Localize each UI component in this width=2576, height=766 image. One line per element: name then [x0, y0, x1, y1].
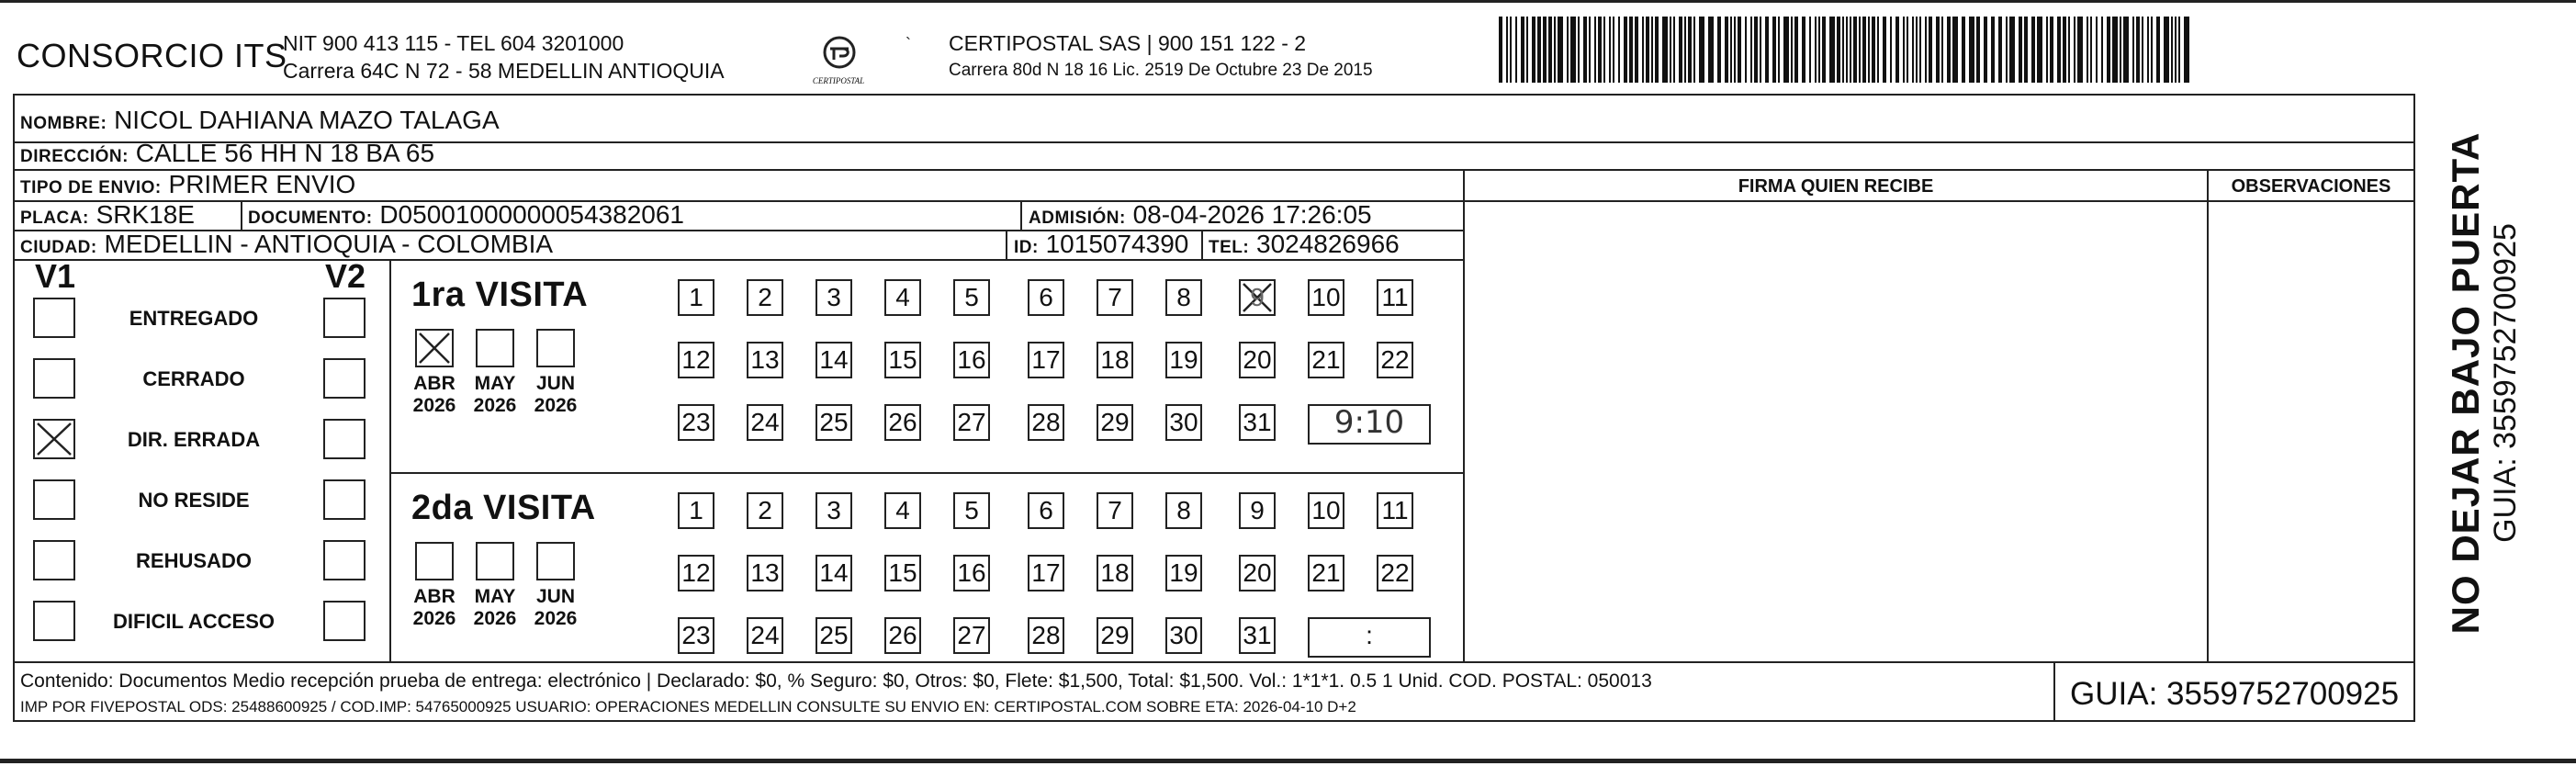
- day-box[interactable]: [1097, 555, 1133, 591]
- month-year: 2026: [534, 608, 578, 629]
- day-number: 27: [957, 408, 986, 436]
- day-box[interactable]: [678, 492, 714, 529]
- day-box[interactable]: [953, 555, 990, 591]
- day-number: 30: [1169, 621, 1198, 649]
- day-box[interactable]: [1097, 342, 1133, 378]
- barcode-icon: [1499, 17, 2190, 83]
- day-number: 29: [1100, 408, 1130, 436]
- day-box[interactable]: [1239, 342, 1276, 378]
- month-year: 2026: [473, 395, 517, 416]
- ciudad-value: MEDELLIN - ANTIOQUIA - COLOMBIA: [104, 230, 554, 258]
- day-box[interactable]: [747, 279, 783, 316]
- day-number: 12: [681, 345, 711, 374]
- day-box[interactable]: [884, 404, 921, 441]
- day-box[interactable]: [678, 617, 714, 654]
- status-label: CERRADO: [142, 367, 245, 390]
- day-box[interactable]: [678, 342, 714, 378]
- day-box[interactable]: [1028, 342, 1064, 378]
- month-label: [463, 373, 527, 417]
- day-number: 15: [888, 345, 917, 374]
- day-number: 26: [888, 621, 917, 649]
- certipostal-logo-icon: [813, 32, 866, 76]
- day-box[interactable]: [747, 617, 783, 654]
- day-number: 3: [827, 496, 841, 524]
- company-nit: NIT 900 413 115 - TEL 604 3201000: [283, 31, 624, 55]
- nombre-value: NICOL DAHIANA MAZO TALAGA: [114, 106, 500, 134]
- day-number: 4: [895, 283, 910, 311]
- status-label: DIFICIL ACCESO: [112, 610, 275, 633]
- v1-checkbox[interactable]: [33, 419, 75, 459]
- v1-checkbox[interactable]: [33, 298, 75, 338]
- x-mark-icon: [417, 331, 452, 366]
- month-year: 2026: [534, 395, 578, 416]
- visit-title: 1ra VISITA: [411, 276, 589, 314]
- month-label: [402, 586, 467, 630]
- imp-line: IMP POR FIVEPOSTAL ODS: 25488600925 / COD.IMP: 54765000925 USUARIO: OPERACIONES MEDELLIN CONSULTE SU ENVIO EN: CERTIPOSTAL.COM SOBRE ETA: 2026-04-10 D+2: [20, 698, 1356, 715]
- day-number: 31: [1243, 408, 1272, 436]
- day-box[interactable]: [953, 404, 990, 441]
- rule: [2207, 169, 2209, 661]
- day-number: 4: [895, 496, 910, 524]
- v1-header: V1: [35, 257, 76, 295]
- month-name: ABR: [413, 373, 456, 394]
- ciudad-label: CIUDAD:: [20, 238, 97, 257]
- day-box[interactable]: [1028, 555, 1064, 591]
- certipostal-info: [949, 29, 1373, 84]
- contenido-line: Contenido: Documentos Medio recepción prueba de entrega: electrónico | Declarado: $0, % Seguro: $0, Otros: $0, Flete: $1,500, Total: $1,500. Vol.: 1*1*1. 0.5 1 Unid. COD. POSTAL: 050013: [20, 670, 1652, 692]
- month-label: [402, 373, 467, 417]
- day-box[interactable]: [1165, 617, 1202, 654]
- day-number: 17: [1031, 345, 1061, 374]
- month-label: [463, 586, 527, 630]
- day-box[interactable]: [1377, 342, 1413, 378]
- day-box[interactable]: [953, 342, 990, 378]
- day-box[interactable]: [816, 617, 852, 654]
- day-number: 5: [964, 283, 979, 311]
- day-number: 14: [819, 345, 849, 374]
- day-box[interactable]: [1028, 279, 1064, 316]
- rule: [389, 472, 1463, 474]
- day-number: 1: [689, 496, 703, 524]
- day-number: 24: [750, 408, 780, 436]
- day-number: 10: [1311, 496, 1341, 524]
- day-number: 21: [1311, 345, 1341, 374]
- status-label: DIR. ERRADA: [127, 428, 261, 451]
- bottom-rule: [0, 759, 2576, 763]
- firma-header: FIRMA QUIEN RECIBE: [1738, 176, 1934, 197]
- day-box[interactable]: [1097, 404, 1133, 441]
- v1-checkbox[interactable]: [33, 601, 75, 641]
- day-number: 23: [681, 408, 711, 436]
- day-box[interactable]: [1028, 404, 1064, 441]
- day-box[interactable]: [953, 617, 990, 654]
- day-number: 20: [1243, 345, 1272, 374]
- certipostal-name: CERTIPOSTAL SAS | 900 151 122 - 2: [949, 31, 1307, 55]
- day-number: 6: [1039, 496, 1053, 524]
- status-label: ENTREGADO: [129, 307, 259, 330]
- v2-checkbox[interactable]: [323, 540, 366, 580]
- day-box[interactable]: [953, 492, 990, 529]
- day-box[interactable]: [816, 555, 852, 591]
- day-box[interactable]: [1165, 492, 1202, 529]
- day-box[interactable]: [678, 404, 714, 441]
- day-box[interactable]: [1028, 492, 1064, 529]
- month-year: 2026: [412, 608, 456, 629]
- time-value: 9:10: [1333, 404, 1405, 441]
- day-box[interactable]: [953, 279, 990, 316]
- day-number: 8: [1176, 283, 1191, 311]
- time-box[interactable]: [1308, 617, 1431, 658]
- rule: [241, 200, 242, 230]
- day-box[interactable]: [1239, 555, 1276, 591]
- documento-label: DOCUMENTO:: [248, 208, 373, 228]
- day-number: 7: [1108, 283, 1122, 311]
- day-number: 2: [758, 496, 772, 524]
- day-number: 14: [819, 558, 849, 587]
- placa-value: SRK18E: [96, 200, 195, 229]
- rule: [2053, 661, 2055, 722]
- day-box[interactable]: [1308, 279, 1344, 316]
- day-number: 22: [1380, 345, 1410, 374]
- month-name: ABR: [413, 586, 456, 607]
- day-box[interactable]: [816, 404, 852, 441]
- month-checkbox[interactable]: [476, 329, 514, 367]
- day-number: 20: [1243, 558, 1272, 587]
- month-name: MAY: [474, 586, 516, 607]
- v2-checkbox[interactable]: [323, 479, 366, 520]
- month-name: JUN: [535, 586, 575, 607]
- month-name: MAY: [474, 373, 516, 394]
- x-mark-icon: [35, 421, 73, 457]
- v1-checkbox[interactable]: [33, 540, 75, 580]
- documento-value: D05001000000054382061: [379, 200, 684, 229]
- day-box[interactable]: [884, 617, 921, 654]
- day-number: 19: [1169, 345, 1198, 374]
- day-number: 3: [827, 283, 841, 311]
- day-box[interactable]: [816, 492, 852, 529]
- day-number: 24: [750, 621, 780, 649]
- direccion-label: DIRECCIÓN:: [20, 147, 129, 166]
- tel-label: TEL:: [1209, 238, 1250, 257]
- day-box[interactable]: [747, 404, 783, 441]
- month-year: 2026: [473, 608, 517, 629]
- day-number: 5: [964, 496, 979, 524]
- day-number: 11: [1381, 283, 1409, 311]
- day-box[interactable]: [1308, 555, 1344, 591]
- day-number: 13: [750, 558, 780, 587]
- day-number: 25: [819, 408, 849, 436]
- time-value: :: [1366, 621, 1373, 649]
- day-box[interactable]: [1239, 617, 1276, 654]
- day-number: 16: [957, 558, 986, 587]
- id-label: ID:: [1014, 238, 1039, 257]
- month-year: 2026: [412, 395, 456, 416]
- direccion-row: [20, 138, 434, 173]
- month-checkbox[interactable]: [536, 542, 575, 580]
- day-number: 10: [1311, 283, 1341, 311]
- day-box[interactable]: [1308, 492, 1344, 529]
- day-box[interactable]: [1165, 279, 1202, 316]
- day-box[interactable]: [1239, 404, 1276, 441]
- visit-title: 2da VISITA: [411, 489, 596, 527]
- day-box[interactable]: [1377, 492, 1413, 529]
- day-box[interactable]: [678, 555, 714, 591]
- day-number: 16: [957, 345, 986, 374]
- tel-row: [1209, 229, 1400, 264]
- day-number: 13: [750, 345, 780, 374]
- admision-label: ADMISIÓN:: [1029, 208, 1126, 228]
- v2-header: V2: [325, 257, 366, 295]
- id-row: [1014, 229, 1188, 264]
- month-checkbox[interactable]: [536, 329, 575, 367]
- day-number: 28: [1031, 408, 1061, 436]
- side-guia: GUIA: 3559752700925: [2488, 223, 2523, 543]
- observaciones-header: OBSERVACIONES: [2231, 176, 2391, 197]
- day-box[interactable]: [884, 342, 921, 378]
- day-box[interactable]: [1239, 279, 1276, 316]
- day-number: 19: [1169, 558, 1198, 587]
- day-box[interactable]: [1097, 492, 1133, 529]
- company-address: Carrera 64C N 72 - 58 MEDELLIN ANTIOQUIA: [283, 59, 725, 83]
- status-label: REHUSADO: [136, 549, 252, 572]
- v1-checkbox[interactable]: [33, 479, 75, 520]
- status-label: NO RESIDE: [138, 489, 250, 512]
- day-number: 6: [1039, 283, 1053, 311]
- day-box[interactable]: [1377, 555, 1413, 591]
- nombre-label: NOMBRE:: [20, 114, 107, 133]
- logo-caption: CERTIPOSTAL: [812, 76, 865, 85]
- day-box[interactable]: [1165, 404, 1202, 441]
- day-number: 18: [1100, 345, 1130, 374]
- month-label: [523, 373, 588, 417]
- tipo-value: PRIMER ENVIO: [168, 170, 356, 198]
- id-value: 1015074390: [1045, 230, 1189, 258]
- day-number: 26: [888, 408, 917, 436]
- form-frame: [13, 94, 2415, 722]
- day-number: 7: [1108, 496, 1122, 524]
- day-number: 29: [1100, 621, 1130, 649]
- day-number: 21: [1311, 558, 1341, 587]
- company-info: [283, 29, 725, 84]
- day-box[interactable]: [1097, 279, 1133, 316]
- no-dejar-bajo-puerta: NO DEJAR BAJO PUERTA: [2444, 131, 2487, 635]
- day-number: 31: [1243, 621, 1272, 649]
- month-label: [523, 586, 588, 630]
- day-box[interactable]: [884, 279, 921, 316]
- certipostal-address: Carrera 80d N 18 16 Lic. 2519 De Octubre 23 De 2015: [949, 61, 1373, 80]
- day-box[interactable]: [747, 342, 783, 378]
- month-checkbox[interactable]: [415, 329, 454, 367]
- day-box[interactable]: [1377, 279, 1413, 316]
- day-box[interactable]: [1165, 342, 1202, 378]
- day-box[interactable]: [816, 342, 852, 378]
- admision-value: 08-04-2026 17:26:05: [1132, 200, 1372, 229]
- tel-value: 3024826966: [1256, 230, 1400, 258]
- day-number: 25: [819, 621, 849, 649]
- day-box[interactable]: [747, 555, 783, 591]
- day-box[interactable]: [816, 279, 852, 316]
- day-number: 9: [1250, 283, 1265, 311]
- day-number: 11: [1381, 496, 1409, 524]
- top-rule: [0, 0, 2576, 3]
- placa-label: PLACA:: [20, 208, 89, 228]
- day-number: 30: [1169, 408, 1198, 436]
- day-number: 23: [681, 621, 711, 649]
- time-box[interactable]: [1308, 404, 1431, 445]
- day-number: 1: [689, 283, 703, 311]
- day-box[interactable]: [1097, 617, 1133, 654]
- ciudad-row: [20, 229, 553, 264]
- nombre-row: [20, 105, 500, 140]
- day-number: 22: [1380, 558, 1410, 587]
- day-number: 9: [1250, 496, 1265, 524]
- day-number: 17: [1031, 558, 1061, 587]
- day-box[interactable]: [1239, 492, 1276, 529]
- day-box[interactable]: [747, 492, 783, 529]
- day-number: 2: [758, 283, 772, 311]
- day-number: 18: [1100, 558, 1130, 587]
- rule: [389, 259, 391, 661]
- rule: [1463, 169, 1465, 661]
- day-number: 15: [888, 558, 917, 587]
- day-box[interactable]: [884, 555, 921, 591]
- day-box[interactable]: [678, 279, 714, 316]
- rule: [1006, 230, 1007, 259]
- month-checkbox[interactable]: [476, 542, 514, 580]
- day-box[interactable]: [884, 492, 921, 529]
- v2-checkbox[interactable]: [323, 419, 366, 459]
- v1-checkbox[interactable]: [33, 358, 75, 399]
- direccion-value: CALLE 56 HH N 18 BA 65: [135, 139, 435, 167]
- v2-checkbox[interactable]: [323, 298, 366, 338]
- guia-number: GUIA: 3559752700925: [2070, 676, 2400, 712]
- day-number: 12: [681, 558, 711, 587]
- rule: [1020, 200, 1022, 230]
- company-name: CONSORCIO ITS: [17, 37, 287, 74]
- month-name: JUN: [535, 373, 575, 394]
- tick-mark: `: [906, 35, 911, 53]
- month-checkbox[interactable]: [415, 542, 454, 580]
- day-number: 27: [957, 621, 986, 649]
- day-box[interactable]: [1308, 342, 1344, 378]
- day-number: 28: [1031, 621, 1061, 649]
- tipo-label: TIPO DE ENVIO:: [20, 178, 162, 197]
- day-box[interactable]: [1028, 617, 1064, 654]
- v2-checkbox[interactable]: [323, 601, 366, 641]
- day-box[interactable]: [1165, 555, 1202, 591]
- v2-checkbox[interactable]: [323, 358, 366, 399]
- day-number: 8: [1176, 496, 1191, 524]
